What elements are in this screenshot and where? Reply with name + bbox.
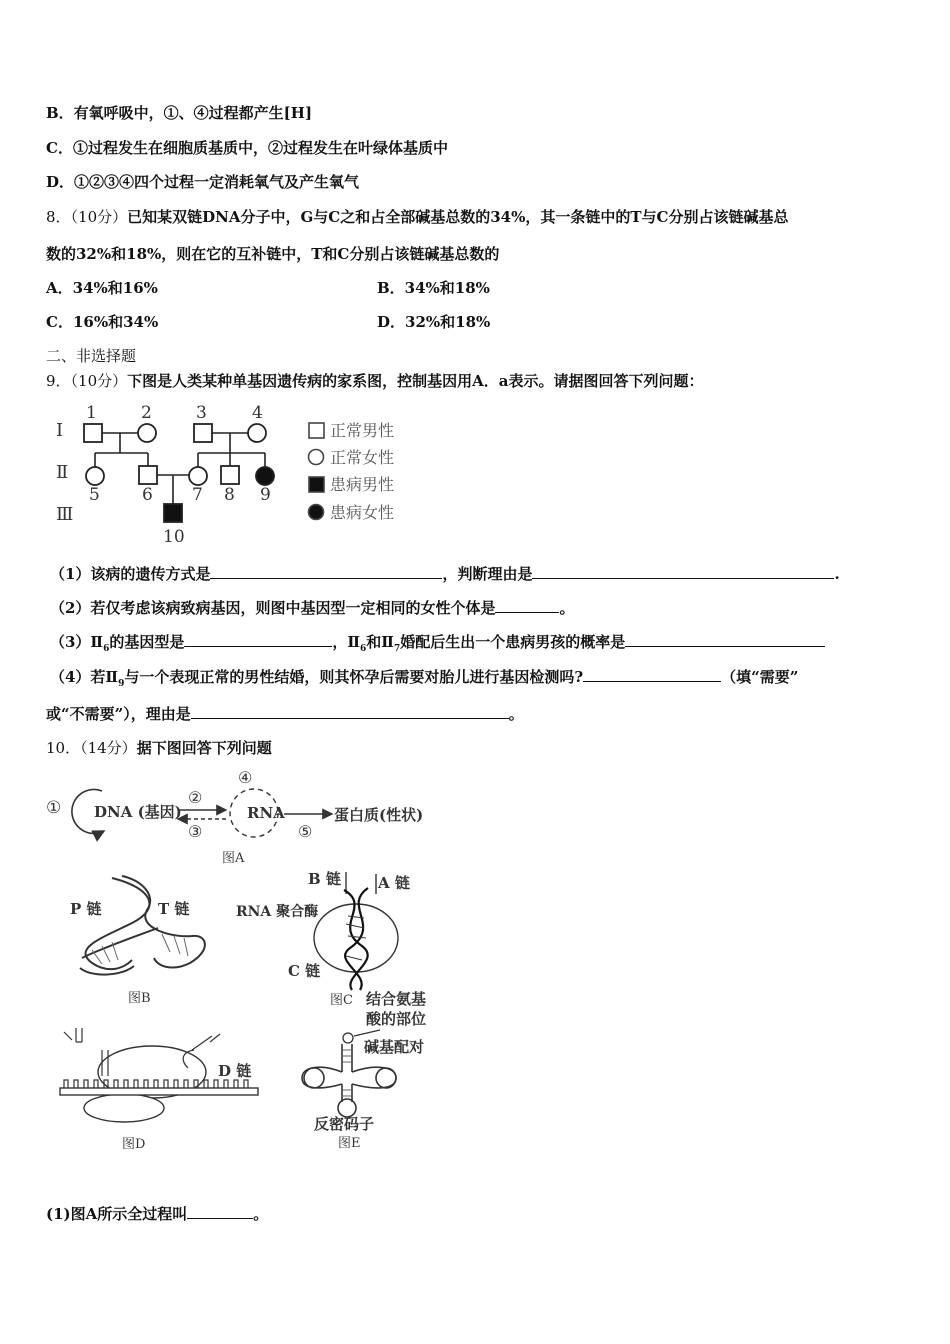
q7-option-d: D．①②③④四个过程一定消耗氧气及产生氧气 bbox=[46, 173, 360, 191]
q8-option-a: A．34%和16% bbox=[46, 279, 158, 297]
q9-part4-end: 。 bbox=[508, 705, 524, 723]
q9-part3-text: 和Ⅱ bbox=[366, 633, 394, 651]
figa-circle-2: ② bbox=[188, 788, 203, 807]
q10-part1-end: 。 bbox=[253, 1205, 269, 1223]
fige-base-pair: 碱基配对 bbox=[364, 1038, 425, 1056]
section-title: 二、非选择题 bbox=[46, 347, 137, 365]
individual-1 bbox=[84, 424, 102, 442]
q7-option-c: C．①过程发生在细胞质基质中，②过程发生在叶绿体基质中 bbox=[46, 139, 448, 157]
q8-stem-line2: 数的32%和18%，则在它的互补链中，T和C分别占该链碱基总数的 bbox=[46, 245, 500, 263]
q9-part4-text: 与一个表现正常的男性结婚，则其怀孕后需要对胎儿进行基因检测吗? bbox=[124, 668, 584, 686]
q8-option-b: B．34%和18% bbox=[377, 279, 490, 297]
subscript: 9 bbox=[118, 679, 125, 689]
answer-blank[interactable] bbox=[583, 667, 721, 682]
q9-part1 bbox=[50, 563, 840, 584]
q8-stem-line1 bbox=[46, 206, 788, 227]
answer-blank[interactable] bbox=[187, 1204, 253, 1219]
id-4: 4 bbox=[252, 403, 263, 423]
legend-affected-female-icon bbox=[309, 505, 324, 520]
id-10: 10 bbox=[163, 527, 185, 547]
individual-3 bbox=[194, 424, 212, 442]
answer-blank[interactable] bbox=[495, 598, 559, 613]
fige-site-line2: 酸的部位 bbox=[366, 1010, 427, 1028]
answer-blank[interactable] bbox=[532, 564, 834, 579]
figure-a bbox=[42, 765, 462, 865]
q8-number: 8．（10分） bbox=[46, 208, 128, 226]
individual-6 bbox=[139, 466, 157, 484]
q9-part4-line2 bbox=[46, 703, 524, 724]
figb-caption: 图B bbox=[128, 991, 151, 1006]
individual-9 bbox=[256, 467, 274, 485]
legend-affected-male-icon bbox=[309, 477, 324, 492]
figc-b-chain: B 链 bbox=[308, 870, 341, 888]
figa-caption: 图A bbox=[222, 851, 245, 865]
q9-part1-end: . bbox=[834, 565, 840, 583]
id-2: 2 bbox=[141, 403, 152, 423]
q8-option-c: C．16%和34% bbox=[46, 313, 159, 331]
legend-normal-male: 正常男性 bbox=[330, 421, 395, 440]
answer-blank[interactable] bbox=[625, 632, 825, 647]
answer-blank[interactable] bbox=[191, 704, 509, 719]
fige-caption: 图E bbox=[338, 1136, 361, 1151]
fige-anticodon: 反密码子 bbox=[314, 1115, 375, 1133]
figa-dna: DNA (基因) bbox=[94, 803, 182, 821]
individual-8 bbox=[221, 466, 239, 484]
answer-blank[interactable] bbox=[184, 632, 332, 647]
subscript: 6 bbox=[103, 644, 110, 654]
individual-4 bbox=[248, 424, 266, 442]
id-3: 3 bbox=[196, 403, 207, 423]
id-7: 7 bbox=[192, 485, 203, 505]
id-8: 8 bbox=[224, 485, 235, 505]
q9-number: 9．（10分） bbox=[46, 372, 128, 390]
figb-p-chain: P 链 bbox=[70, 900, 102, 918]
q9-part4 bbox=[50, 666, 798, 689]
subscript: 7 bbox=[393, 644, 401, 654]
q9-part2-end: 。 bbox=[559, 599, 575, 617]
q10-part1-text: (1)图A所示全过程叫 bbox=[46, 1205, 188, 1223]
q10-stem bbox=[46, 737, 272, 758]
figd-d-chain: D 链 bbox=[218, 1062, 252, 1080]
q9-part3-text: 婚配后生出一个患病男孩的概率是 bbox=[400, 633, 626, 651]
q7-option-b: B．有氧呼吸中，①、④过程都产生[H] bbox=[46, 104, 313, 122]
figc-a-chain: A 链 bbox=[378, 874, 410, 892]
q9-part3-text: （3）Ⅱ bbox=[50, 633, 104, 651]
figc-caption: 图C bbox=[330, 993, 353, 1008]
q10-stem-text: 据下图回答下列问题 bbox=[136, 739, 272, 757]
id-9: 9 bbox=[260, 485, 271, 505]
q9-part4-text: 或“不需要”），理由是 bbox=[46, 705, 191, 723]
legend-affected-male: 患病男性 bbox=[330, 475, 395, 494]
gen-label-3: Ⅲ bbox=[56, 504, 74, 525]
figa-circle-3: ③ bbox=[188, 822, 203, 841]
q9-stem-text: 下图是人类某种单基因遗传病的家系图，控制基因用A．a表示。请据图回答下列问题： bbox=[127, 372, 704, 390]
q9-part3-text: 的基因型是 bbox=[109, 633, 185, 651]
gen-label-1: Ⅰ bbox=[56, 420, 64, 441]
individual-2 bbox=[138, 424, 156, 442]
figc-rna-polymerase: RNA 聚合酶 bbox=[236, 904, 319, 920]
q9-part1-text: （1）该病的遗传方式是 bbox=[50, 565, 211, 583]
figa-protein: 蛋白质(性状) bbox=[334, 806, 424, 824]
gen-label-2: Ⅱ bbox=[56, 462, 69, 483]
fige-site-line1: 结合氨基 bbox=[366, 990, 427, 1008]
figure-b bbox=[62, 868, 222, 1008]
q9-part2-text: （2）若仅考虑该病致病基因，则图中基因型一定相同的女性个体是 bbox=[50, 599, 496, 617]
figa-circle-4: ④ bbox=[238, 768, 253, 787]
q8-stem-text: 已知某双链DNA分子中，G与C之和占全部碱基总数的34%，其一条链中的T与C分别占该链碱基总 bbox=[127, 208, 789, 226]
figa-circle-1: ① bbox=[46, 798, 62, 818]
id-1: 1 bbox=[86, 403, 97, 423]
legend-normal-female: 正常女性 bbox=[330, 448, 395, 467]
q9-part4-text: （填“需要” bbox=[721, 668, 799, 686]
q10-number: 10．（14分） bbox=[46, 739, 137, 757]
q9-part3-text: ，Ⅱ bbox=[332, 633, 361, 651]
answer-blank[interactable] bbox=[210, 564, 442, 579]
q9-part4-text: （4）若Ⅱ bbox=[50, 668, 119, 686]
q9-part3 bbox=[50, 631, 825, 654]
figure-e bbox=[292, 986, 462, 1151]
legend-affected-female: 患病女性 bbox=[330, 503, 395, 522]
figc-c-chain: C 链 bbox=[288, 962, 321, 980]
legend-normal-male-icon bbox=[309, 423, 324, 438]
figa-circle-5: ⑤ bbox=[298, 822, 313, 841]
q8-option-d: D．32%和18% bbox=[377, 313, 491, 331]
q9-part2 bbox=[50, 597, 574, 618]
figd-caption: 图D bbox=[122, 1137, 146, 1152]
pedigree-chart bbox=[50, 398, 430, 548]
q10-part1 bbox=[46, 1203, 268, 1224]
individual-7 bbox=[189, 467, 207, 485]
figb-t-chain: T 链 bbox=[158, 900, 190, 918]
q9-stem bbox=[46, 370, 704, 391]
figure-d bbox=[42, 1020, 272, 1155]
id-5: 5 bbox=[89, 485, 100, 505]
q9-part1-reason: ，判断理由是 bbox=[442, 565, 533, 583]
figa-rna: RNA bbox=[247, 804, 285, 822]
id-6: 6 bbox=[142, 485, 153, 505]
individual-10 bbox=[164, 504, 182, 522]
subscript: 6 bbox=[360, 644, 367, 654]
individual-5 bbox=[86, 467, 104, 485]
legend-normal-female-icon bbox=[309, 450, 324, 465]
